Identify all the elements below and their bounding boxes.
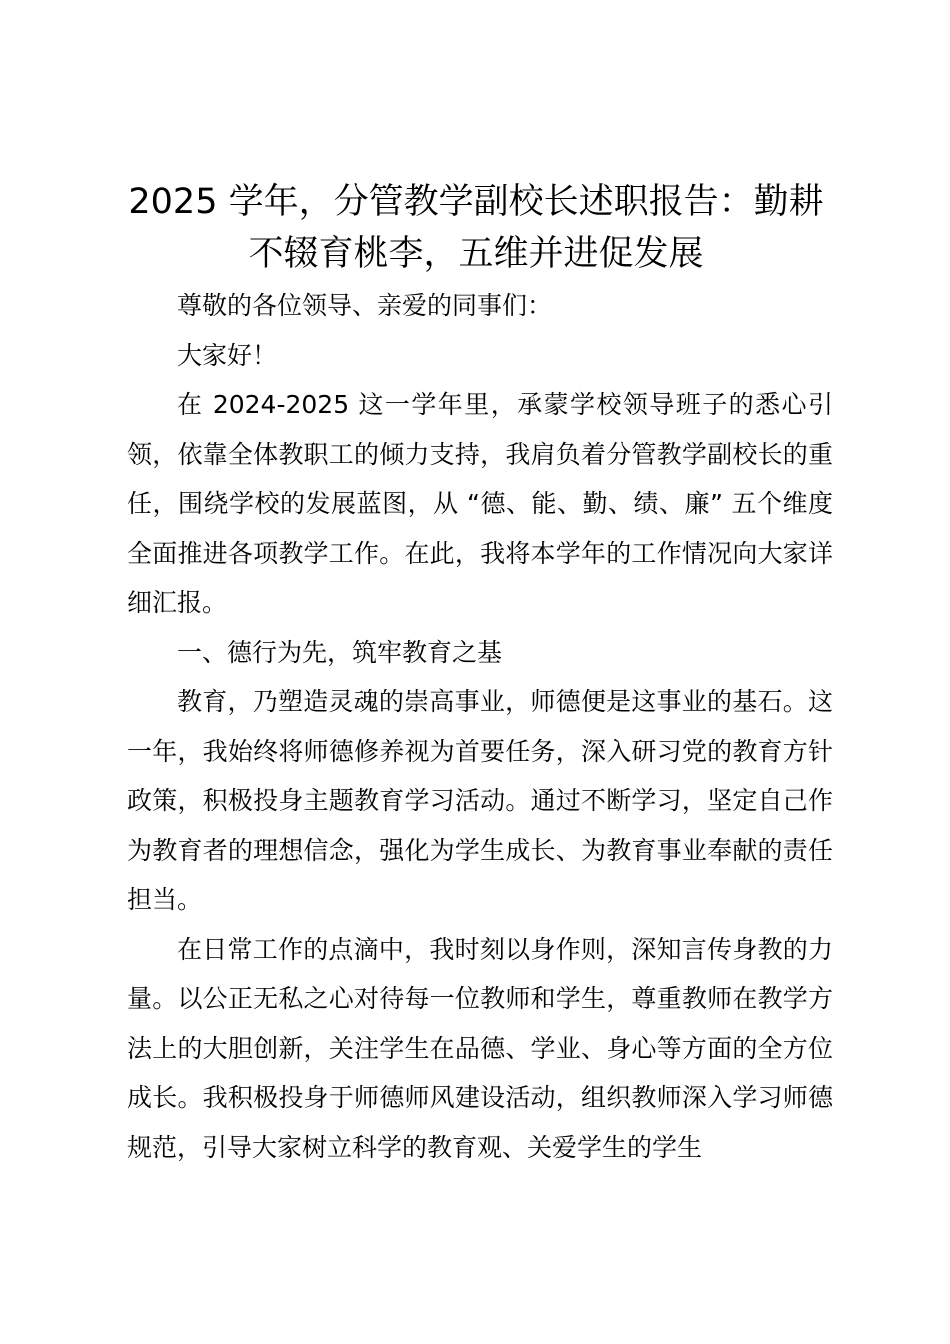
body-paragraph: 在日常工作的点滴中，我时刻以身作则，深知言传身教的力量。以公正无私之心对待每一位教师和学生，尊重教师在教学方法上的大胆创新，关注学生在品德、学业、身心等方面的全方位成长。我积极投身于师德师风建设活动，组织教师深入学习师德规范，引导大家树立科学的教育观、关爱学生的学生 [127, 934, 833, 1162]
section-heading: 一、德行为先，筑牢教育之基 [177, 637, 503, 667]
document-title: 2025 学年，分管教学副校长述职报告：勤耕不辍育桃李，五维并进促发展 [128, 182, 824, 274]
greeting: 大家好！ [177, 340, 278, 370]
intro-paragraph: 在 2024-2025 这一学年里，承蒙学校领导班子的悉心引领，依靠全体教职工的倾力支持，我肩负着分管教学副校长的重任，围绕学校的发展蓝图，从 “德、能、勤、绩、廉” 五个维度全面推进各项教学工作。在此，我将本学年的工作情况向大家详细汇报。 [127, 390, 833, 617]
salutation: 尊敬的各位领导、亲爱的同事们： [177, 291, 553, 320]
body-paragraph: 教育，乃塑造灵魂的崇高事业，师德便是这事业的基石。这一年，我始终将师德修养视为首要任务，深入研习党的教育方针政策，积极投身主题教育学习活动。通过不断学习，坚定自己作为教育者的理想信念，强化为学生成长、为教育事业奉献的责任担当。 [127, 687, 833, 914]
document-body [127, 281, 833, 1172]
